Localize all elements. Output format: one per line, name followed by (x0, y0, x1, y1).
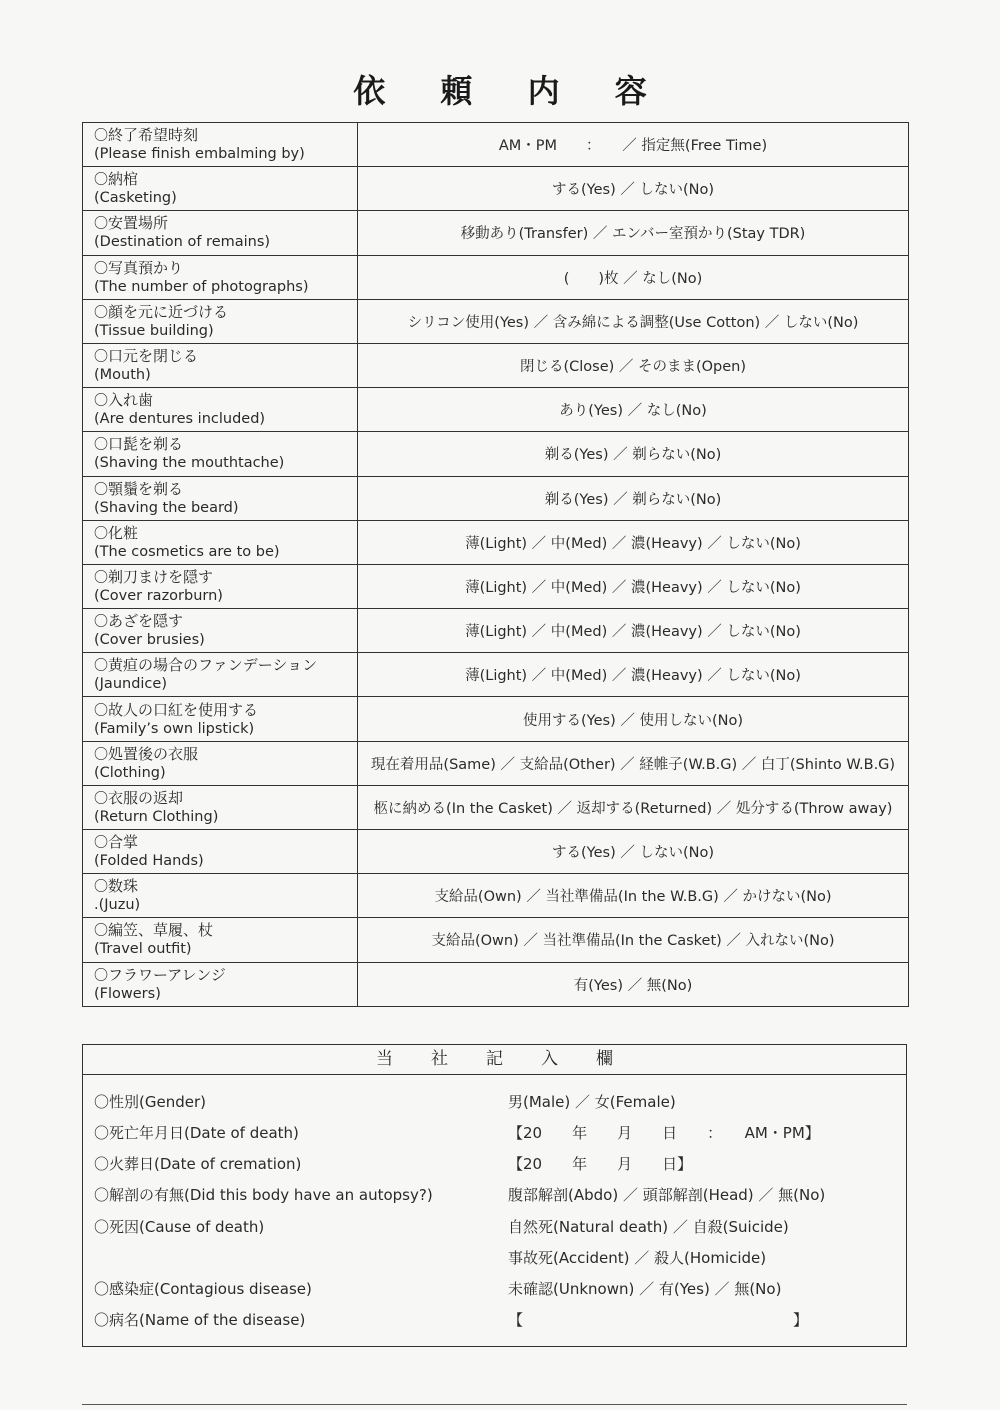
circle-mark-icon: 〇 (94, 746, 108, 763)
request-row (83, 653, 909, 697)
question-english: .(Juzu) (94, 897, 141, 914)
question-english: (Family’s own lipstick) (94, 720, 255, 737)
request-table (82, 122, 909, 1007)
question-english: (Clothing) (94, 764, 166, 781)
question-japanese-text: 口元を閉じる (108, 347, 199, 366)
circle-mark-icon: 〇 (94, 349, 108, 366)
question-japanese-text: 黄疸の場合のファンデーション (108, 656, 318, 675)
circle-mark-icon: 〇 (94, 525, 108, 542)
question-japanese-text: 編笠、草履、杖 (108, 921, 214, 940)
request-question (83, 918, 358, 962)
staff-row (83, 1180, 908, 1210)
circle-mark-icon: 〇 (94, 702, 108, 719)
request-options[interactable]: 移動あり(Transfer) ／ エンバー室預かり(Stay TDR) (358, 211, 909, 255)
question-japanese-text: あざを隠す (108, 612, 184, 631)
question-english: (Travel outfit) (94, 941, 192, 958)
request-options[interactable]: する(Yes) ／ しない(No) (358, 830, 909, 874)
question-english: (The number of photographs) (94, 278, 309, 295)
request-options[interactable]: 支給品(Own) ／ 当社準備品(In the Casket) ／ 入れない(No) (358, 918, 909, 962)
staff-row (83, 1149, 908, 1179)
question-japanese-text: 終了希望時刻 (108, 126, 199, 145)
circle-mark-icon: 〇 (94, 569, 108, 586)
question-japanese-text: 合掌 (108, 833, 139, 852)
question-english: (Flowers) (94, 985, 161, 1002)
request-options[interactable]: する(Yes) ／ しない(No) (358, 167, 909, 211)
request-question (83, 388, 358, 432)
bottom-rule (82, 1404, 907, 1405)
circle-mark-icon: 〇 (94, 216, 108, 233)
request-question (83, 564, 358, 608)
question-japanese-text: 写真預かり (108, 258, 184, 277)
question-japanese (94, 391, 357, 410)
request-row (83, 785, 909, 829)
request-question (83, 962, 358, 1006)
request-question (83, 609, 358, 653)
staff-field-value[interactable]: 【 】 (508, 1311, 809, 1329)
question-japanese (94, 966, 357, 985)
question-english: (Shaving the mouthtache) (94, 455, 285, 472)
circle-mark-icon: 〇 (94, 658, 108, 675)
question-japanese (94, 701, 357, 720)
question-english: (Cover brusies) (94, 632, 205, 649)
question-japanese (94, 789, 357, 808)
request-options[interactable]: 閉じる(Close) ／ そのまま(Open) (358, 343, 909, 387)
question-japanese (94, 745, 357, 764)
request-question (83, 697, 358, 741)
staff-field-label: 〇火葬日(Date of cremation) (94, 1155, 302, 1173)
request-question (83, 343, 358, 387)
staff-row (83, 1274, 908, 1304)
request-row (83, 962, 909, 1006)
request-options[interactable]: 剃る(Yes) ／ 剃らない(No) (358, 432, 909, 476)
staff-field-value[interactable]: 自然死(Natural death) ／ 自殺(Suicide) (508, 1218, 789, 1236)
question-japanese-text: 化粧 (108, 523, 139, 542)
request-row (83, 609, 909, 653)
request-options[interactable]: シリコン使用(Yes) ／ 含み綿による調整(Use Cotton) ／ しない(No) (358, 299, 909, 343)
question-japanese (94, 833, 357, 852)
question-english: (Tissue building) (94, 322, 214, 339)
request-row (83, 918, 909, 962)
question-japanese (94, 656, 357, 675)
staff-field-label: 〇解剖の有無(Did this body have an autopsy?) (94, 1186, 433, 1204)
question-japanese-text: 故人の口紅を使用する (108, 700, 259, 719)
request-options[interactable]: ( )枚 ／ なし(No) (358, 255, 909, 299)
staff-field-label: 〇病名(Name of the disease) (94, 1311, 306, 1329)
staff-field-value[interactable]: 腹部解剖(Abdo) ／ 頭部解剖(Head) ／ 無(No) (508, 1186, 826, 1204)
staff-row (83, 1305, 908, 1335)
question-japanese (94, 259, 357, 278)
circle-mark-icon: 〇 (94, 967, 108, 984)
circle-mark-icon: 〇 (94, 260, 108, 277)
request-row (83, 432, 909, 476)
question-japanese (94, 877, 357, 896)
staff-field-value[interactable]: 未確認(Unknown) ／ 有(Yes) ／ 無(No) (508, 1280, 782, 1298)
request-row (83, 564, 909, 608)
request-question (83, 123, 358, 167)
staff-field-label: 〇感染症(Contagious disease) (94, 1280, 312, 1298)
request-question (83, 520, 358, 564)
staff-field-label: 〇性別(Gender) (94, 1093, 206, 1111)
request-row (83, 299, 909, 343)
request-options[interactable]: 有(Yes) ／ 無(No) (358, 962, 909, 1006)
question-japanese (94, 921, 357, 940)
circle-mark-icon: 〇 (94, 614, 108, 631)
request-options[interactable]: 支給品(Own) ／ 当社準備品(In the W.B.G) ／ かけない(No) (358, 874, 909, 918)
circle-mark-icon: 〇 (94, 128, 108, 145)
request-options[interactable]: 薄(Light) ／ 中(Med) ／ 濃(Heavy) ／ しない(No) (358, 653, 909, 697)
request-row (83, 476, 909, 520)
question-english: (Mouth) (94, 367, 151, 384)
request-question (83, 653, 358, 697)
question-english: (Destination of remains) (94, 234, 271, 251)
staff-field-value[interactable]: 【20 年 月 日 ： AM・PM】 (508, 1124, 820, 1142)
question-japanese-text: フラワーアレンジ (108, 965, 226, 984)
circle-mark-icon: 〇 (94, 481, 108, 498)
request-row (83, 520, 909, 564)
request-row (83, 167, 909, 211)
request-row (83, 123, 909, 167)
question-japanese (94, 568, 357, 587)
question-japanese (94, 126, 357, 145)
staff-field-label: 〇死因(Cause of death) (94, 1218, 265, 1236)
question-japanese-text: 納棺 (108, 170, 139, 189)
question-japanese-text: 衣服の返却 (108, 788, 184, 807)
request-row (83, 697, 909, 741)
request-options[interactable]: あり(Yes) ／ なし(No) (358, 388, 909, 432)
staff-field-value[interactable]: 【20 年 月 日】 (508, 1155, 693, 1173)
question-japanese-text: 顎鬚を剃る (108, 479, 184, 498)
staff-field-value[interactable]: 男(Male) ／ 女(Female) (508, 1093, 676, 1111)
circle-mark-icon: 〇 (94, 790, 108, 807)
question-japanese-text: 安置場所 (108, 214, 169, 233)
question-english: (Folded Hands) (94, 853, 204, 870)
request-question (83, 255, 358, 299)
request-options[interactable]: AM・PM ： ／ 指定無(Free Time) (358, 123, 909, 167)
circle-mark-icon: 〇 (94, 304, 108, 321)
circle-mark-icon: 〇 (94, 437, 108, 454)
circle-mark-icon: 〇 (94, 879, 108, 896)
request-options[interactable]: 剃る(Yes) ／ 剃らない(No) (358, 476, 909, 520)
question-english: (Shaving the beard) (94, 499, 239, 516)
request-row (83, 830, 909, 874)
circle-mark-icon: 〇 (94, 172, 108, 189)
circle-mark-icon: 〇 (94, 393, 108, 410)
question-japanese-text: 顔を元に近づける (108, 302, 229, 321)
request-row (83, 211, 909, 255)
question-japanese-text: 剃刀まけを隠す (108, 567, 214, 586)
request-question (83, 785, 358, 829)
request-question (83, 299, 358, 343)
circle-mark-icon: 〇 (94, 923, 108, 940)
question-japanese (94, 612, 357, 631)
question-english: (Are dentures included) (94, 411, 266, 428)
request-options[interactable]: 薄(Light) ／ 中(Med) ／ 濃(Heavy) ／ しない(No) (358, 609, 909, 653)
question-english: (Jaundice) (94, 676, 167, 693)
circle-mark-icon: 〇 (94, 835, 108, 852)
staff-field-label: 〇死亡年月日(Date of death) (94, 1124, 299, 1142)
question-japanese (94, 435, 357, 454)
request-row (83, 388, 909, 432)
question-japanese-text: 数珠 (108, 877, 139, 896)
request-question (83, 830, 358, 874)
staff-row (83, 1087, 908, 1117)
request-row (83, 741, 909, 785)
request-question (83, 476, 358, 520)
request-row (83, 343, 909, 387)
staff-entry-section (82, 1044, 907, 1347)
staff-section-header: 当社記入欄 (83, 1045, 906, 1075)
question-japanese-text: 入れ歯 (108, 391, 154, 410)
request-options[interactable]: 使用する(Yes) ／ 使用しない(No) (358, 697, 909, 741)
request-question (83, 874, 358, 918)
question-japanese (94, 347, 357, 366)
request-options[interactable]: 現在着用品(Same) ／ 支給品(Other) ／ 経帷子(W.B.G) ／ 白丁(Shinto W.B.G) (358, 741, 909, 785)
question-japanese (94, 524, 357, 543)
staff-field-value[interactable]: 事故死(Accident) ／ 殺人(Homicide) (508, 1249, 767, 1267)
question-japanese (94, 214, 357, 233)
question-japanese-text: 口髭を剃る (108, 435, 184, 454)
request-options[interactable]: 薄(Light) ／ 中(Med) ／ 濃(Heavy) ／ しない(No) (358, 564, 909, 608)
question-japanese (94, 303, 357, 322)
staff-row (83, 1243, 908, 1273)
request-question (83, 741, 358, 785)
staff-row (83, 1212, 908, 1242)
staff-row (83, 1118, 908, 1148)
request-row (83, 874, 909, 918)
request-question (83, 432, 358, 476)
question-english: (Cover razorburn) (94, 587, 223, 604)
question-english: (Please finish embalming by) (94, 146, 305, 163)
question-japanese (94, 170, 357, 189)
question-japanese (94, 480, 357, 499)
request-options[interactable]: 薄(Light) ／ 中(Med) ／ 濃(Heavy) ／ しない(No) (358, 520, 909, 564)
question-english: (Casketing) (94, 190, 177, 207)
question-english: (Return Clothing) (94, 808, 219, 825)
question-japanese-text: 処置後の衣服 (108, 744, 199, 763)
page-title: 依 頼 内 容 (353, 72, 669, 110)
request-row (83, 255, 909, 299)
question-english: (The cosmetics are to be) (94, 543, 280, 560)
request-question (83, 211, 358, 255)
request-question (83, 167, 358, 211)
request-options[interactable]: 柩に納める(In the Casket) ／ 返却する(Returned) ／ 処分する(Throw away) (358, 785, 909, 829)
